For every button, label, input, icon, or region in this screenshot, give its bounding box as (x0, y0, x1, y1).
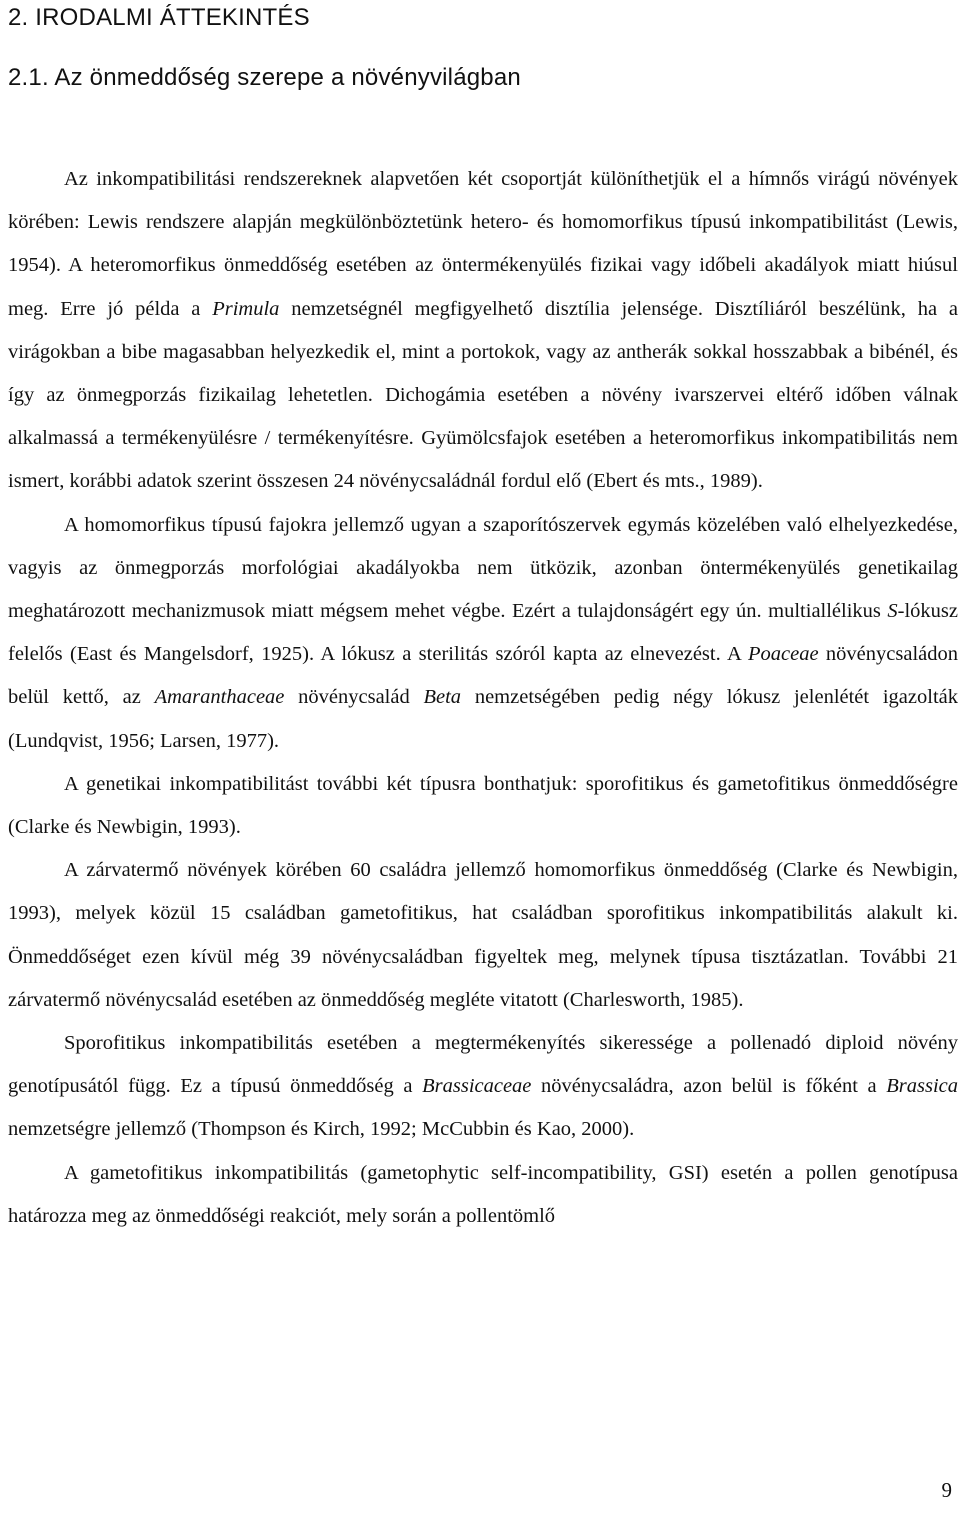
paragraph (8, 158, 958, 504)
text-run: -lókusz felelős (East és Mangelsdorf, 1925). A lókusz a sterilitás szóról kapta az elnevezést. A (8, 600, 958, 666)
genus-name-brassica: Brassica (886, 1075, 958, 1098)
paragraph (8, 504, 958, 763)
body-text (8, 158, 958, 1238)
text-run: Az inkompatibilitási rendszereknek alapvetően két csoportját különíthetjük el a hímnős virágú növények körében: Lewis rendszere alapján megkülönböztetünk hetero- és homomorfikus típusú inkompatibilitást (Lewis, 1954). A heteromorfikus önmeddőség esetében az öntermékenyülés fizikai vagy időbeli akadályok miatt hiúsul meg. Erre jó példa a (8, 168, 958, 320)
text-run: Sporofitikus inkompatibilitás esetében a megtermékenyítés sikeressége a pollenadó diploid növény genotípusától függ. Ez a típusú önmeddőség a (8, 1032, 958, 1098)
genus-name-primula: Primula (212, 297, 280, 320)
text-run: nemzetségében pedig négy lókusz jelenlétét igazolták (Lundqvist, 1956; Larsen, 1977). (8, 686, 958, 752)
paragraph (8, 1022, 958, 1152)
text-run: A gametofitikus inkompatibilitás (gametophytic self-incompatibility, GSI) esetén a pollen genotípusa határozza meg az önmeddőségi reakciót, mely során a pollentömlő (8, 1161, 958, 1227)
chapter-heading: 2. IRODALMI ÁTTEKINTÉS (8, 4, 310, 31)
section-heading: 2.1. Az önmeddőség szerepe a növényvilágban (8, 64, 521, 91)
paragraph (8, 763, 958, 849)
page-number: 9 (941, 1478, 952, 1502)
paragraph (8, 849, 958, 1022)
text-run: növénycsalád (284, 686, 424, 709)
family-name-brassicaceae: Brassicaceae (422, 1075, 532, 1098)
text-run: növénycsaládon belül kettő, az (8, 643, 958, 709)
family-name-poaceae: Poaceae (747, 643, 819, 666)
family-name-amaranthaceae: Amaranthaceae (154, 686, 285, 709)
genus-name-beta: Beta (423, 686, 462, 709)
text-run: nemzetségnél megfigyelhető disztília jelensége. Disztíliáról beszélünk, ha a virágokban a bibe magasabban helyezkedik el, mint a portokok, vagy az antherák sokkal hosszabbak a bibénél, és így az önmegporzás fizikailag lehetetlen. Dichogámia esetében a növény ivarszervei eltérő időben válnak alkalmassá a termékenyülésre / termékenyítésre. Gyümölcsfajok esetében a heteromorfikus inkompatibilitás nem ismert, korábbi adatok szerint összesen 24 növénycsaládnál fordul elő (Ebert és mts., 1989). (8, 297, 958, 493)
locus-name-s: S (887, 600, 898, 623)
text-run: A zárvatermő növények körében 60 családra jellemző homomorfikus önmeddőség (Clarke és Newbigin, 1993), melyek közül 15 családban gametofitikus, hat családban sporofitikus inkompatibilitás alakult ki. Önmeddőséget ezen kívül még 39 növénycsaládban figyeltek meg, melynek típusa tisztázatlan. További 21 zárvatermő növénycsalád esetében az önmeddőség megléte vitatott (Charlesworth, 1985). (8, 859, 958, 1011)
paragraph (8, 1152, 958, 1238)
text-run: A homomorfikus típusú fajokra jellemző ugyan a szaporítószervek egymás közelében való elhelyezkedése, vagyis az önmegporzás morfológiai akadályokba nem ütközik, azonban öntermékenyülés genetikailag meghatározott mechanizmusok miatt mégsem mehet végbe. Ezért a tulajdonságért egy ún. multiallélikus (8, 513, 958, 623)
text-run: növénycsaládra, azon belül is főként a (531, 1075, 887, 1098)
text-run: nemzetségre jellemző (Thompson és Kirch, 1992; McCubbin és Kao, 2000). (8, 1118, 635, 1141)
text-run: A genetikai inkompatibilitást további két típusra bonthatjuk: sporofitikus és gametofitikus önmeddőségre (Clarke és Newbigin, 1993). (8, 772, 958, 839)
